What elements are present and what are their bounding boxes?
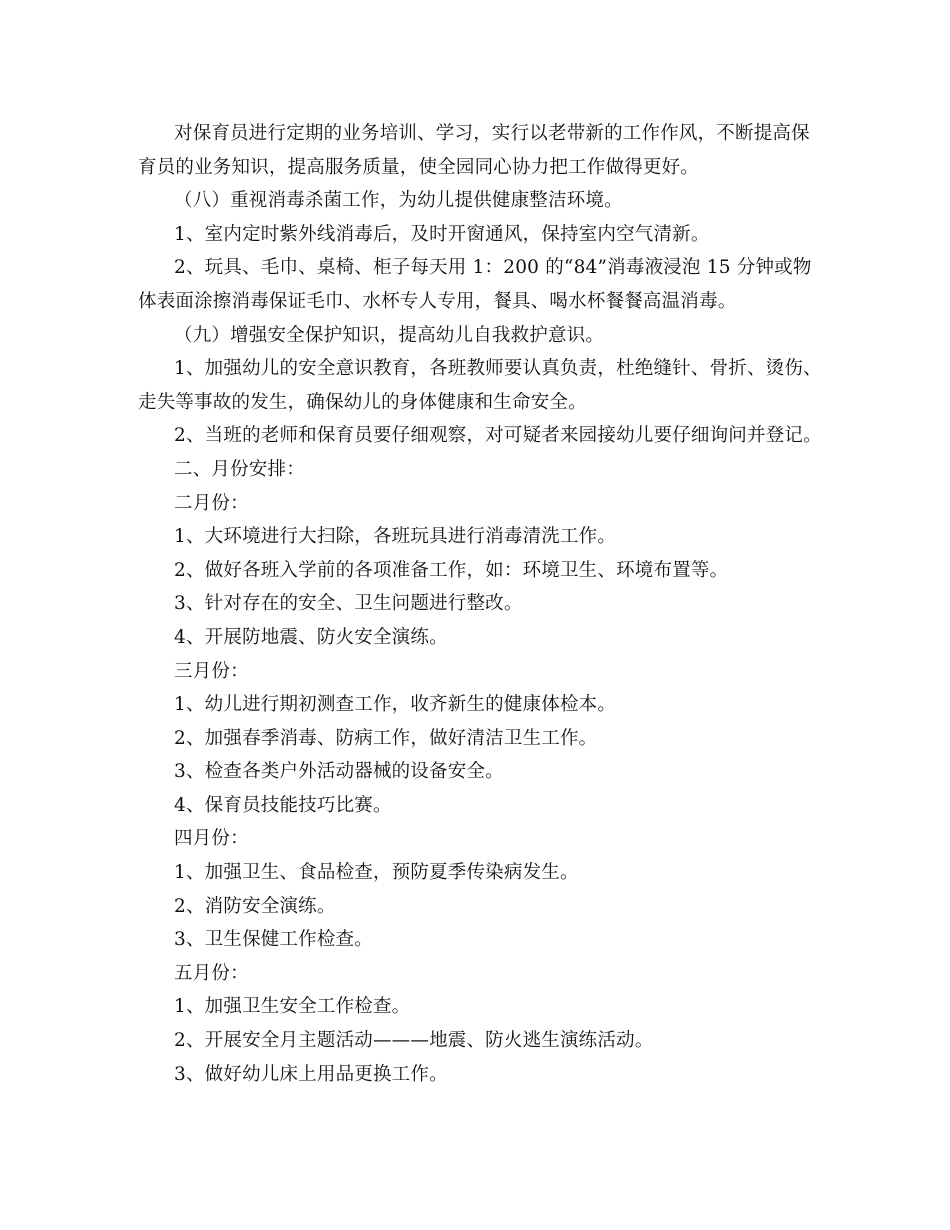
text-line: 五月份： (174, 962, 249, 984)
document-body (0, 117, 950, 1091)
text-line: 1、大环境进行大扫除，各班玩具进行消毒清洗工作。 (174, 526, 617, 548)
text-line: 1、加强幼儿的安全意识教育，各班教师要认真负责，杜绝缝针、骨折、烫伤、 (174, 358, 822, 380)
text-line: 三月份： (174, 660, 249, 682)
text-line: 1、加强卫生、食品检查，预防夏季传染病发生。 (174, 862, 579, 884)
text-line: 1、加强卫生安全工作检查。 (174, 996, 411, 1018)
text-line: 走失等事故的发生，确保幼儿的身体健康和生命安全。 (138, 391, 587, 413)
text-line: 2、消防安全演练。 (174, 895, 336, 917)
text-line: 4、开展防地震、防火安全演练。 (174, 626, 448, 648)
text-line: 3、卫生保健工作检查。 (174, 929, 373, 951)
text-line: 体表面涂擦消毒保证毛巾、水杯专人专用，餐具、喝水杯餐餐高温消毒。 (138, 290, 737, 312)
text-line: 2、开展安全月主题活动———地震、防火逃生演练活动。 (174, 1030, 654, 1052)
text-line: 3、检查各类户外活动器械的设备安全。 (174, 761, 504, 783)
text-line: 1、幼儿进行期初测查工作，收齐新生的健康体检本。 (174, 694, 617, 716)
text-line: 2、玩具、毛巾、桌椅、柜子每天用 1：200 的“84”消毒液浸泡 15 分钟或物 (174, 257, 812, 279)
text-line: 四月份： (174, 828, 249, 850)
text-line: 对保育员进行定期的业务培训、学习，实行以老带新的工作作风，不断提高保 (174, 123, 810, 144)
text-line: 4、保育员技能技巧比赛。 (174, 794, 392, 816)
text-line: 二、月份安排： (174, 458, 305, 480)
text-line: （九）增强安全保护知识，提高幼儿自我救护意识。 (174, 324, 605, 346)
text-line: 2、做好各班入学前的各项准备工作，如：环境卫生、环境布置等。 (174, 559, 729, 581)
text-line: 2、加强春季消毒、防病工作，做好清洁卫生工作。 (174, 727, 598, 749)
text-line: 1、室内定时紫外线消毒后，及时开窗通风，保持室内空气清新。 (174, 223, 710, 245)
text-line: （八）重视消毒杀菌工作，为幼儿提供健康整洁环境。 (174, 190, 623, 212)
text-line: 育员的业务知识，提高服务质量，使全园同心协力把工作做得更好。 (138, 156, 700, 178)
text-line: 3、针对存在的安全、卫生问题进行整改。 (174, 593, 523, 615)
text-line: 3、做好幼儿床上用品更换工作。 (174, 1063, 448, 1085)
text-line: 二月份： (174, 492, 249, 514)
text-line: 2、当班的老师和保育员要仔细观察，对可疑者来园接幼儿要仔细询问并登记。 (174, 425, 822, 447)
